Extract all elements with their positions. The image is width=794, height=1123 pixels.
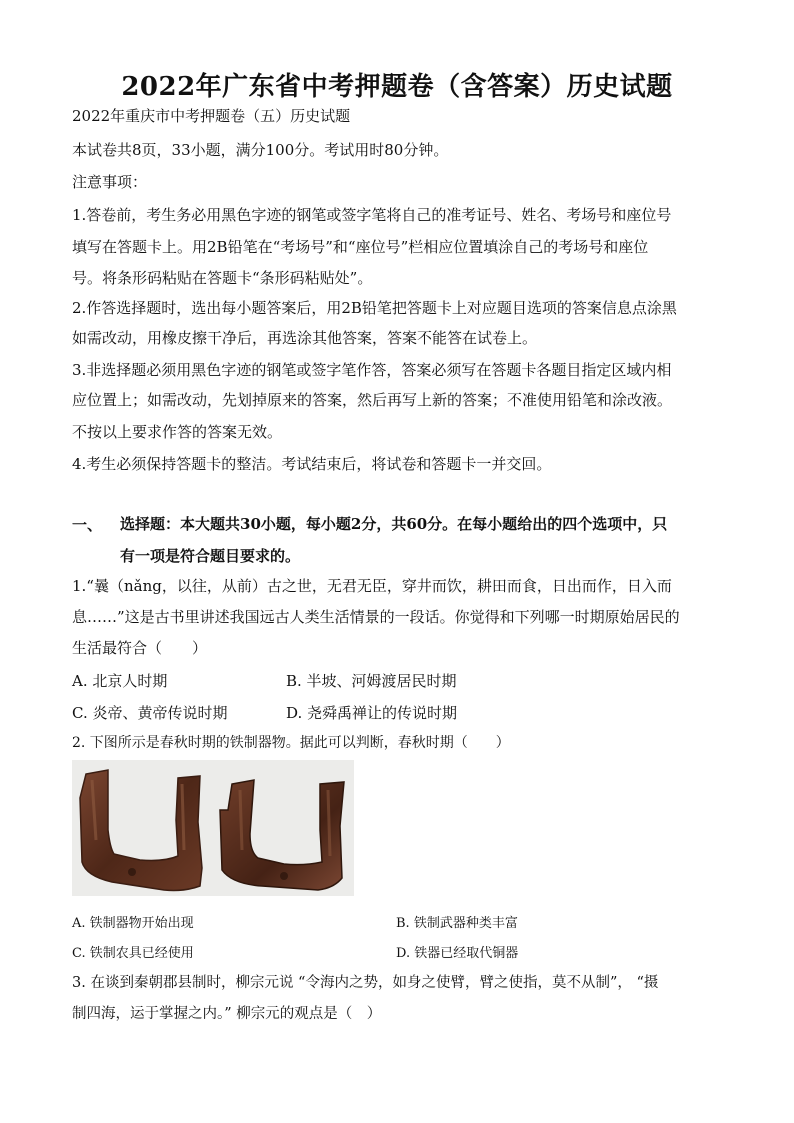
q2-option-c: C. 铁制农具已经使用	[72, 946, 194, 961]
exam-info: 本试卷共8页，33小题，满分100分。考试用时80分钟。	[72, 141, 449, 159]
q1-option-b: B. 半坡、河姆渡居民时期	[286, 672, 457, 690]
section-number: 一、	[72, 516, 103, 534]
question-2-stem: 2. 下图所示是春秋时期的铁制器物。据此可以判断，春秋时期（ ）	[72, 735, 510, 751]
q2-option-b: B. 铁制武器种类丰富	[396, 916, 518, 931]
iron-tools-image	[72, 760, 354, 896]
subtitle: 2022年重庆市中考押题卷（五）历史试题	[72, 107, 351, 125]
note-line: 4.考生必须保持答题卡的整洁。考试结束后，将试卷和答题卡一并交回。	[72, 455, 552, 473]
page-title: 2022年广东省中考押题卷（含答案）历史试题	[121, 72, 673, 102]
note-line: 号。将条形码粘贴在答题卡“条形码粘贴处”。	[72, 269, 373, 287]
question-1-stem: 息……”这是古书里讲述我国远古人类生活情景的一段话。你觉得和下列哪一时期原始居民的	[72, 608, 680, 626]
notes-heading: 注意事项：	[72, 173, 148, 191]
q2-option-d: D. 铁器已经取代铜器	[396, 946, 519, 961]
section-instruction: 有一项是符合题目要求的。	[120, 547, 301, 565]
question-3-stem: 制四海，运于掌握之内。” 柳宗元的观点是（ ）	[72, 1006, 382, 1022]
q2-option-a: A. 铁制器物开始出现	[72, 916, 194, 931]
question-1-stem: 生活最符合（ ）	[72, 639, 208, 657]
note-line: 3.非选择题必须用黑色字迹的钢笔或签字笔作答，答案必须写在答题卡各题目指定区域内相	[72, 361, 672, 379]
section-instruction: 选择题：本大题共30小题，每小题2分，共60分。在每小题给出的四个选项中，只	[120, 515, 668, 533]
q1-option-c: C. 炎帝、黄帝传说时期	[72, 704, 228, 722]
q1-option-a: A. 北京人时期	[72, 672, 168, 690]
question-3-stem: 3. 在谈到秦朝郡县制时，柳宗元说 “令海内之势，如身之使臂，臂之使指，莫不从制”， “摄	[72, 975, 659, 991]
note-line: 不按以上要求作答的答案无效。	[72, 423, 283, 441]
question-1-stem: 1.“曩（nǎng，以往，从前）古之世，无君无臣，穿井而饮，耕田而食，日出而作，日入而	[72, 577, 672, 595]
note-line: 1.答卷前，考生务必用黑色字迹的钢笔或签字笔将自己的准考证号、姓名、考场号和座位号	[72, 206, 672, 224]
note-line: 应位置上；如需改动，先划掉原来的答案，然后再写上新的答案；不准使用铅笔和涂改液。	[72, 391, 673, 409]
q1-option-d: D. 尧舜禹禅让的传说时期	[286, 704, 458, 722]
note-line: 填写在答题卡上。用2B铅笔在“考场号”和“座位号”栏相应位置填涂自己的考场号和座位	[72, 238, 649, 256]
note-line: 如需改动，用橡皮擦干净后，再选涂其他答案，答案不能答在试卷上。	[72, 329, 538, 347]
note-line: 2.作答选择题时，选出每小题答案后，用2B铅笔把答题卡上对应题目选项的答案信息点涂黑	[72, 299, 677, 317]
